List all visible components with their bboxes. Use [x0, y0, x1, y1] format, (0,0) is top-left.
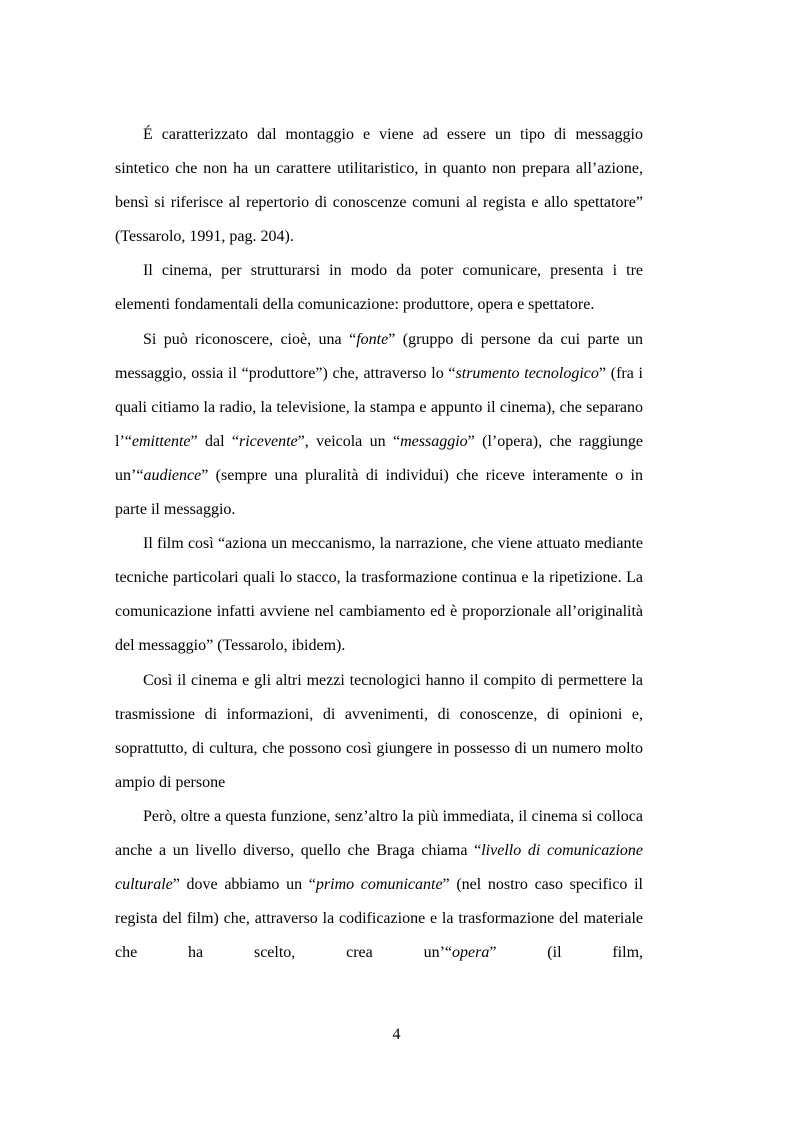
text-segment: ” (gruppo di persone da cui parte un messaggio, ossia il “produttore”) che, attraverso lo “	[115, 330, 643, 382]
italic-term: opera	[452, 944, 490, 962]
text-segment: Il film così “aziona un meccanismo, la narrazione, che viene attuato mediante tecniche particolari quali lo stacco, la trasformazione continua e la ripetizione. La comunicazione infatti avviene nel cambiamento ed è proporzionale all’originalità del messaggio” (Tessarolo, ibidem).	[115, 535, 643, 655]
text-segment: ” (sempre una pluralità di individui) che riceve interamente o in parte il messaggio.	[115, 466, 643, 519]
paragraph-5	[115, 664, 643, 800]
text-segment: Però, oltre a questa funzione, senz’altro la più immediata, il cinema si colloca anche a un livello diverso, quello che Braga chiama “	[115, 807, 643, 859]
text-segment: ” (nel nostro caso specifico il regista del film) che, attraverso la codificazione e la trasformazione del materiale che ha scelto, crea un’“	[115, 876, 643, 962]
text-segment: ” (fra i quali citiamo la radio, la televisione, la stampa e appunto il cinema), che separano l’“	[115, 364, 643, 450]
text-segment: Si può riconoscere, cioè, una “	[143, 330, 357, 348]
text-segment: ” (l’opera), che raggiunge un’“	[115, 432, 643, 484]
text-segment: Così il cinema e gli altri mezzi tecnologici hanno il compito di permettere la trasmissione di informazioni, di avvenimenti, di conoscenze, di opinioni e, soprattutto, di cultura, che possono così giungere in possesso di un numero molto ampio di persone	[115, 671, 643, 791]
italic-term: primo comunicante	[315, 876, 443, 894]
italic-term: messaggio	[400, 432, 468, 450]
document-body	[115, 118, 643, 970]
text-segment: É caratterizzato dal montaggio e viene ad essere un tipo di messaggio sintetico che non ha un carattere utilitaristico, in quanto non prepara all’azione, bensì si riferisce al repertorio di conoscenze comuni al regista e allo spettatore” (Tessarolo, 1991, pag. 204).	[115, 126, 643, 246]
paragraph-4	[115, 527, 643, 663]
paragraph-6	[115, 800, 643, 970]
text-segment: Il cinema, per strutturarsi in modo da poter comunicare, presenta i tre elementi fondamentali della comunicazione: produttore, opera e spettatore.	[115, 262, 643, 314]
page-number: 4	[392, 1026, 401, 1043]
italic-term: ricevente	[239, 432, 298, 450]
italic-term: audience	[143, 466, 202, 484]
italic-term: livello di comunicazione culturale	[115, 841, 644, 894]
text-segment: ” (il film,	[489, 944, 644, 962]
italic-term: strumento tecnologico	[455, 364, 599, 382]
text-segment: ” dal “	[190, 432, 239, 450]
italic-term: fonte	[356, 330, 389, 348]
text-segment: ” dove abbiamo un “	[172, 876, 316, 894]
italic-term: emittente	[131, 432, 191, 450]
paragraph-3	[115, 323, 643, 528]
paragraph-2	[115, 254, 643, 322]
text-segment: ”, veicola un “	[297, 432, 401, 450]
paragraph-1	[115, 118, 643, 254]
